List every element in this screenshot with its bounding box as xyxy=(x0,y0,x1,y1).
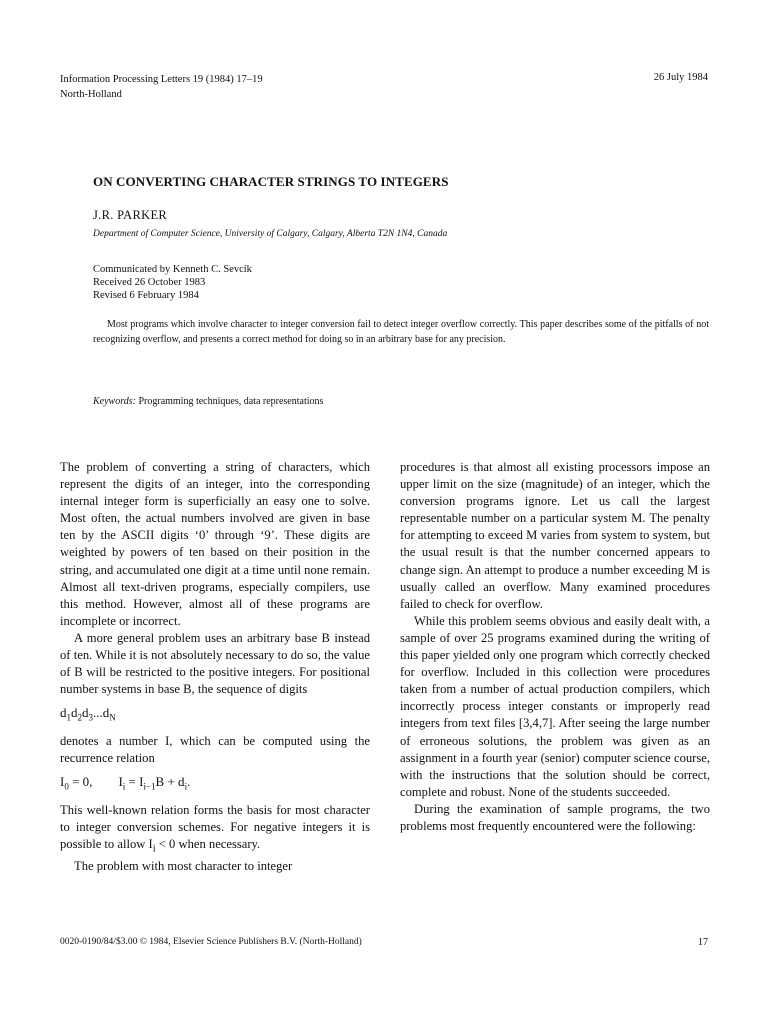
paragraph: While this problem seems obvious and easily dealt with, a sample of over 25 programs examined during the writing of this paper yielded only one program which correctly checked for overflow. Included in this collection were procedures taken from a number of actual production compilers, which incorrectly process integer constants or improperly read integers from text files [3,4,7]. After seeing the large number of erroneous solutions, the problem was given as an assignment in a fourth year (senior) computer science course, with the instructions that the solution should be correct, complete and robust. None of the students succeeded. xyxy=(400,613,710,799)
received-date: Received 26 October 1983 xyxy=(93,277,206,288)
issue-date: 26 July 1984 xyxy=(653,72,708,83)
paragraph: During the examination of sample programs, the two problems most frequently encountered were the following: xyxy=(400,801,710,833)
paragraph: procedures is that almost all existing processors impose an upper limit on the size (magnitude) of an integer, which the conversion programs ignore. Let us call the largest representable number on a particular system M. The penalty for attempting to exceed M varies from system to system, but the usual result is that the number concerned appears to change sign. An attempt to produce a number exceeding M is usually called an overflow. Many examined procedures failed to check for overflow. xyxy=(400,460,710,611)
page-number: 17 xyxy=(698,937,708,948)
affiliation: Department of Computer Science, University of Calgary, Calgary, Alberta T2N 1N4, Canada xyxy=(93,229,448,239)
article-title: ON CONVERTING CHARACTER STRINGS TO INTEGERS xyxy=(93,174,449,189)
journal-citation: Information Processing Letters 19 (1984) 17–19 xyxy=(60,74,263,85)
paragraph: denotes a number I, which can be computed using the recurrence relation xyxy=(60,734,370,766)
journal-header xyxy=(60,72,263,102)
submission-info xyxy=(93,263,252,302)
recurrence-relation: $I_0 = 0$, $I_i = I_{i-1}B + d_i$. xyxy=(60,774,191,792)
left-column xyxy=(60,459,370,875)
keywords-label: Keywords: xyxy=(93,396,136,407)
paragraph: This well-known relation forms the basis for most character to integer conversion schemes. For negative integers it is possible to allow $I_i < 0$ when necessary. xyxy=(60,802,370,855)
digit-sequence: $d_1d_2d_3...d_N$ xyxy=(60,705,116,723)
revised-date: Revised 6 February 1984 xyxy=(93,290,199,301)
keywords xyxy=(93,396,323,407)
keywords-text: Programming techniques, data representations xyxy=(138,396,324,407)
publisher: North-Holland xyxy=(60,89,122,100)
paragraph: The problem with most character to integer xyxy=(74,858,293,873)
paragraph: A more general problem uses an arbitrary base B instead of ten. While it is not absolutely necessary to do so, the value of B will be restricted to the positive integers. For positional number systems in base B, the sequence of digits xyxy=(60,630,370,697)
copyright-footer: 0020-0190/84/$3.00 © 1984, Elsevier Science Publishers B.V. (North-Holland) xyxy=(60,937,362,947)
right-column xyxy=(400,459,710,835)
abstract: Most programs which involve character to integer conversion fail to detect integer overflow correctly. This paper describes some of the pitfalls of not recognizing overflow, and presents a correct method for doing so in an arbitrary base for any precision. xyxy=(93,319,709,345)
author: J.R. PARKER xyxy=(93,208,168,222)
communicated-by: Communicated by Kenneth C. Sevcik xyxy=(93,264,252,275)
paragraph: The problem of converting a string of characters, which represent the digits of an integer, into the corresponding internal integer form is superficially an easy one to solve. Most often, the actual numbers involved are given in base ten by the ASCII digits ‘0’ through ‘9’. These digits are weighted by powers of ten based on their position in the string, and accumulated one digit at a time until none remain. Almost all text-driven programs, especially compilers, use this method. However, almost all of these programs are incomplete or incorrect. xyxy=(60,460,370,628)
